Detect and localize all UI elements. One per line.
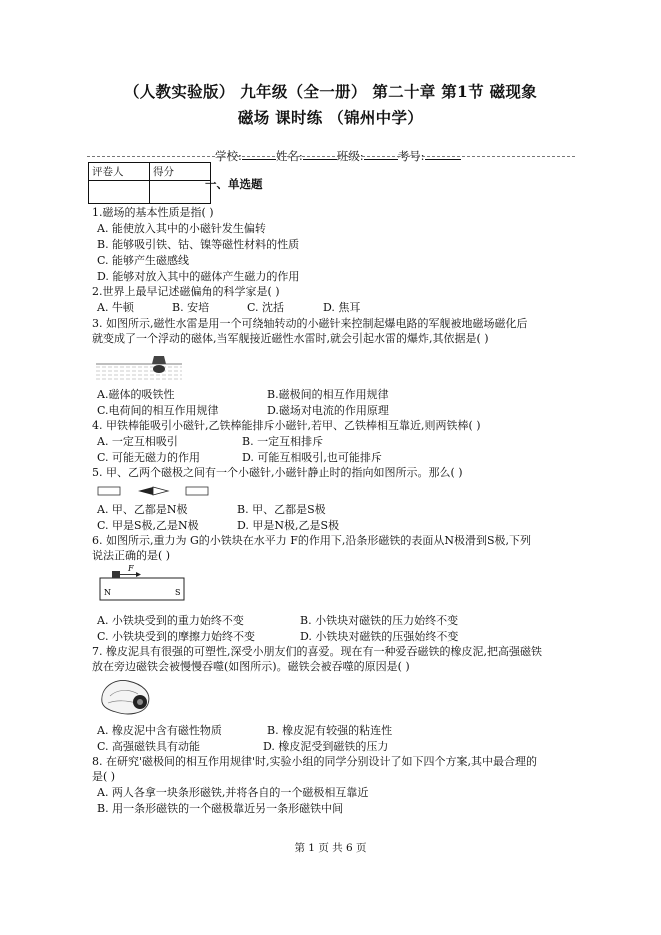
q4-option-b[interactable]: B. 一定互相排斥	[242, 435, 324, 448]
q3-option-b[interactable]: B.磁极间的相互作用规律	[267, 388, 389, 401]
class-label: 班级:	[336, 149, 364, 163]
q6-s-pole-label: S	[175, 588, 181, 597]
q1-option-b[interactable]: B. 能够吸引铁、钴、镍等磁性材料的性质	[97, 238, 300, 251]
q2-stem: 2.世界上最早记述磁偏角的科学家是( )	[92, 285, 280, 298]
school-field[interactable]	[242, 148, 276, 160]
q7-putty-figure	[98, 676, 156, 718]
q3-option-a[interactable]: A.磁体的吸铁性	[97, 388, 175, 401]
q6-n-pole-label: N	[104, 588, 111, 597]
q7-stem-line-1: 7. 橡皮泥具有很强的可塑性,深受小朋友们的喜爱。现在有一种爱吞磁铁的橡皮泥,把高强磁铁	[92, 645, 542, 658]
score-cell[interactable]	[150, 181, 211, 204]
q2-option-a[interactable]: A. 牛顿	[97, 301, 134, 314]
exam-no-label: 考号:	[397, 149, 425, 163]
q6-stem-line-2: 说法正确的是( )	[92, 549, 171, 562]
q3-mine-figure	[96, 350, 182, 382]
q3-stem-line-1: 3. 如图所示,磁性水雷是用一个可绕轴转动的小磁针来控制起爆电路的军舰被地磁场磁化后	[92, 317, 528, 330]
q3-option-c[interactable]: C.电荷间的相互作用规律	[97, 404, 219, 417]
q6-magnet-figure	[98, 566, 190, 602]
q7-option-b[interactable]: B. 橡皮泥有较强的粘连性	[267, 724, 393, 737]
grader-header: 评卷人	[89, 163, 150, 181]
q6-stem-line-1: 6. 如图所示,重力为 G的小铁块在水平力 F的作用下,沿条形磁铁的表面从N极滑到S极,下列	[92, 534, 532, 547]
q8-option-b[interactable]: B. 用一条形磁铁的一个磁极靠近另一条形磁铁中间	[97, 802, 344, 815]
q4-stem: 4. 甲铁棒能吸引小磁针,乙铁棒能排斥小磁针,若甲、乙铁棒相互靠近,则两铁棒( )	[92, 419, 481, 432]
q4-option-c[interactable]: C. 可能无磁力的作用	[97, 451, 201, 464]
q1-stem: 1.磁场的基本性质是指( )	[92, 206, 214, 219]
class-field[interactable]	[364, 148, 398, 160]
q4-option-d[interactable]: D. 可能互相吸引,也可能排斥	[242, 451, 382, 464]
q8-stem-line-1: 8. 在研究'磁极间的相互作用规律'时,实验小组的同学分别设计了如下四个方案,其中最合理的	[92, 755, 538, 768]
title-line-2: 磁场 课时练 （锦州中学）	[237, 108, 424, 127]
q1-option-d[interactable]: D. 能够对放入其中的磁体产生磁力的作用	[97, 270, 300, 283]
q4-option-a[interactable]: A. 一定互相吸引	[97, 435, 178, 448]
grader-cell[interactable]	[89, 181, 150, 204]
q2-option-d[interactable]: D. 焦耳	[323, 301, 361, 314]
section-title: 一、单选题	[205, 177, 263, 191]
q1-option-c[interactable]: C. 能够产生磁感线	[97, 254, 190, 267]
score-header: 得分	[150, 163, 211, 181]
q5-option-d[interactable]: D. 甲是N极,乙是S极	[237, 519, 340, 532]
q2-option-c[interactable]: C. 沈括	[247, 301, 285, 314]
q8-option-a[interactable]: A. 两人各拿一块条形磁铁,并将各自的一个磁极相互靠近	[97, 786, 369, 799]
name-label: 姓名:	[275, 149, 303, 163]
q8-stem-line-2: 是( )	[92, 770, 116, 783]
q7-option-c[interactable]: C. 高强磁铁具有动能	[97, 740, 201, 753]
q2-option-b[interactable]: B. 安培	[172, 301, 210, 314]
q5-option-c[interactable]: C. 甲是S极,乙是N极	[97, 519, 199, 532]
exam-no-field[interactable]	[425, 148, 461, 160]
divider	[87, 156, 575, 157]
score-table	[88, 162, 211, 204]
q6-option-b[interactable]: B. 小铁块对磁铁的压力始终不变	[300, 614, 459, 627]
q5-option-b[interactable]: B. 甲、乙都是S极	[237, 503, 326, 516]
q7-stem-line-2: 放在旁边磁铁会被慢慢吞噬(如图所示)。磁铁会被吞噬的原因是( )	[92, 660, 410, 673]
q5-option-a[interactable]: A. 甲、乙都是N极	[97, 503, 188, 516]
name-field[interactable]	[303, 148, 337, 160]
q5-needle-figure	[98, 484, 210, 498]
title-line-1: （人教实验版） 九年级（全一册） 第二十章 第1节 磁现象	[123, 82, 538, 101]
q7-option-d[interactable]: D. 橡皮泥受到磁铁的压力	[263, 740, 389, 753]
q6-force-label: F	[128, 564, 134, 573]
q6-option-c[interactable]: C. 小铁块受到的摩擦力始终不变	[97, 630, 256, 643]
school-label: 学校:	[215, 149, 242, 163]
q7-option-a[interactable]: A. 橡皮泥中含有磁性物质	[97, 724, 222, 737]
q3-option-d[interactable]: D.磁场对电流的作用原理	[267, 404, 389, 417]
q3-stem-line-2: 就变成了一个浮动的磁体,当军舰接近磁性水雷时,就会引起水雷的爆炸,其依据是( )	[92, 332, 489, 345]
page-footer: 第 1 页 共 6 页	[294, 842, 367, 854]
q6-option-a[interactable]: A. 小铁块受到的重力始终不变	[97, 614, 244, 627]
q5-stem: 5. 甲、乙两个磁极之间有一个小磁针,小磁针静止时的指向如图所示。那么( )	[92, 466, 463, 479]
q1-option-a[interactable]: A. 能使放入其中的小磁针发生偏转	[97, 222, 266, 235]
q6-option-d[interactable]: D. 小铁块对磁铁的压强始终不变	[300, 630, 459, 643]
